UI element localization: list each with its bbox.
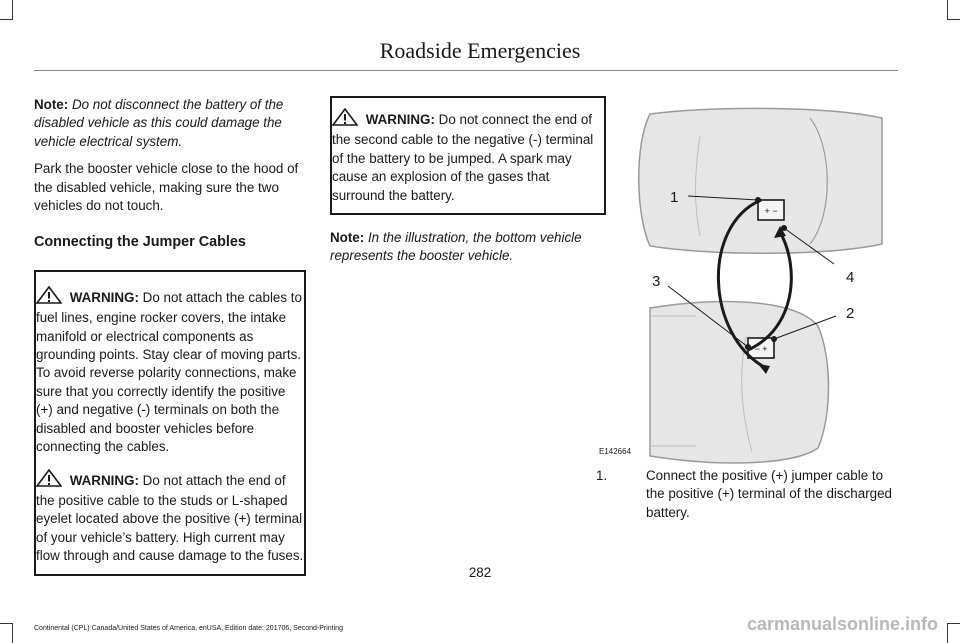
crop-mark	[12, 0, 13, 20]
disabled-vehicle	[639, 108, 882, 253]
watermark: carmanualsonline.info	[746, 614, 938, 634]
warning-label: WARNING:	[69, 289, 139, 305]
warning-triangle-icon	[36, 286, 62, 309]
step-text: Connect the positive (+) jumper cable to the positive (+) terminal of the discharged battery.	[646, 468, 892, 520]
page-number: 282	[468, 565, 492, 580]
step-number: 1.	[596, 468, 608, 483]
note-paragraph	[330, 229, 606, 266]
header-divider	[34, 70, 898, 71]
warning-text: Do not attach the cables to fuel lines, engine rocker covers, the intake manifold or electrical components as grounding points. Stay clear of moving parts. To avoid reverse polarity connections, make sure that you correctly identify the positive (+) and negative (-) terminals on both the disabled and booster vehicles before connecting the cables.	[36, 289, 302, 455]
jump-start-illustration	[596, 96, 896, 466]
battery-terminal-symbols: − +	[754, 344, 768, 354]
callout-3: 3	[652, 273, 661, 290]
booster-vehicle	[650, 302, 829, 463]
crop-mark	[947, 623, 948, 643]
note-text: Do not disconnect the battery of the disabled vehicle as this could damage the vehicle electrical system.	[34, 97, 284, 149]
callout-2: 2	[846, 305, 855, 322]
warning-triangle-icon	[332, 108, 358, 131]
crop-mark	[0, 19, 13, 20]
note-paragraph	[34, 96, 306, 151]
left-column	[34, 96, 306, 576]
callout-1: 1	[670, 189, 679, 206]
warning-box	[330, 96, 606, 215]
warning-paragraph	[332, 108, 604, 205]
note-label: Note:	[330, 230, 365, 246]
warning-box	[34, 270, 306, 576]
figure-id: E142664	[599, 447, 632, 456]
note-label: Note:	[34, 97, 69, 112]
warning-triangle-icon	[36, 469, 62, 492]
illustration-svg	[596, 96, 896, 466]
page-title: Roadside Emergencies	[379, 38, 581, 63]
note-text: In the illustration, the bottom vehicle represents the booster vehicle.	[330, 230, 582, 264]
warning-text: Do not attach the end of the positive cable to the studs or L-shaped eyelet located above the positive (+) terminal of your vehicle’s battery. High current may flow through and cause damage to the fuses.	[36, 472, 304, 564]
warning-label: WARNING:	[365, 112, 435, 127]
middle-column	[330, 96, 606, 266]
crop-mark	[947, 19, 960, 20]
footer-edition: Continental (CPL) Canada/United States of America, enUSA, Edition date: 201706, Second-Printing	[34, 625, 343, 632]
crop-mark	[947, 623, 960, 624]
warning-label: WARNING:	[69, 472, 139, 488]
crop-mark	[0, 623, 13, 624]
section-heading: Connecting the Jumper Cables	[34, 234, 246, 251]
battery-terminal-symbols: + −	[764, 206, 778, 216]
warning-text: Do not connect the end of the second cable to the negative (-) terminal of the battery to be jumped. A spark may cause an explosion of the gases that surround the battery.	[332, 112, 594, 203]
crop-mark	[947, 0, 948, 20]
warning-paragraph	[36, 469, 304, 566]
step-item	[596, 467, 896, 522]
body-paragraph: Park the booster vehicle close to the hood of the disabled vehicle, making sure the two vehicles do not touch.	[34, 161, 299, 214]
warning-paragraph	[36, 286, 304, 457]
crop-mark	[12, 623, 13, 643]
callout-4: 4	[846, 269, 855, 286]
